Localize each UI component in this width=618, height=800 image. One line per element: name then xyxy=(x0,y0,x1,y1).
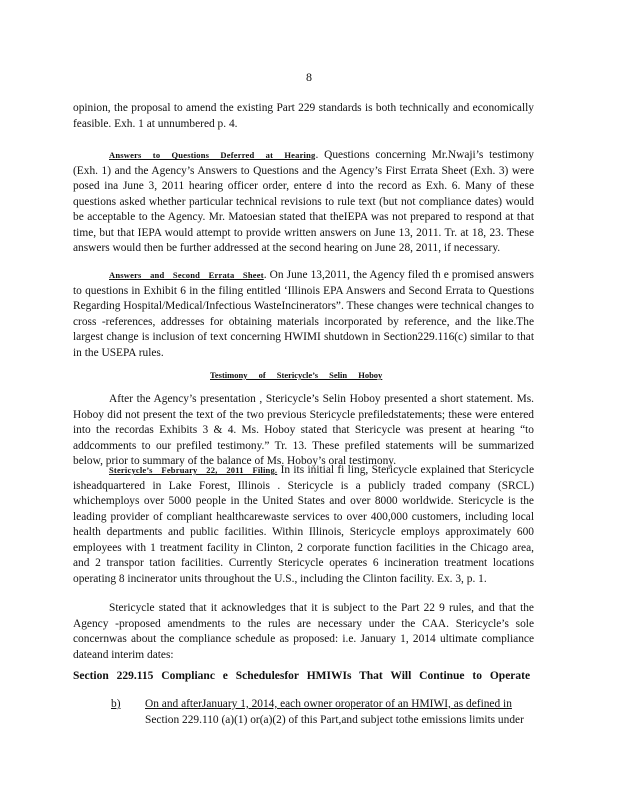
paragraph-second-errata xyxy=(73,268,534,361)
paragraph-text: opinion, the proposal to amend the existing Part 229 standards is both technically and economically feasible. Exh. 1 at unnumbered p. 4. xyxy=(73,102,534,130)
list-item-underlined-text: On and afterJanuary 1, 2014, each owner oroperator of an HMIWI, as defined in xyxy=(145,698,512,710)
paragraph-deferred-answers xyxy=(73,148,534,257)
paragraph-text: In its initial fi ling, Stericycle explained that Stericycle isheadquartered in Lake Forest, Illinois . Stericycle is a publicly traded company (SRCL) whichemploys over 5000 people in the United States and over 8000 worldwide. Stericycle is the leading provider of compliant healthcarewaste services to over 400,000 customers, including local health departments and public facilities. Within Illinois, Stericycle employs approximately 600 employees with 1 treatment facility in Clinton, 2 corporate function facilities in the Chicago area, and 2 transpor tation facilities. Currently Stericycle operates 6 incineration treatment locations operating 8 incinerator units throughout the U.S., including the Clinton facility. Ex. 3, p. 1. xyxy=(73,464,534,585)
list-item-text: Section 229.110 (a)(1) or(a)(2) of this Part,and subject tothe emissions limits under xyxy=(145,713,524,726)
testimony-heading: Testimony of Stericycle’s Selin Hoboy xyxy=(210,370,383,380)
paragraph-hoboy-presentation xyxy=(73,392,534,470)
paragraph-feasibility xyxy=(73,101,534,132)
list-item-marker: b) xyxy=(111,698,121,710)
paragraph-text: After the Agency’s presentation , Stericycle’s Selin Hoboy presented a short statement. Ms. Hoboy did not present the text of the two previous Stericycle prefiledstatements; these were entered into the recordas Exhibits 3 & 4. Ms. Hoboy stated that Stericycle was present at hearing “to addcomments to our prefiled testimony.” Tr. 13. These prefiled statements will be summarized below, prior to summary of the balance of Ms. Hoboy’s oral testimony. xyxy=(73,393,534,467)
paragraph-text: . On June 13,2011, the Agency filed th e promised answers to questions in Exhibit 6 in the filing entitled ‘Illinois EPA Answers and Second Errata to Questions Regarding Hospital/Medical/Infectious WasteIncinerators”. These changes were technical changes to cross -references, addresses for obtaining materials incorporated by reference, and the like.The largest change is inclusion of text concerning HWIMI shutdown in Section229.116(c) similar to that in the USEPA rules. xyxy=(73,269,534,359)
paragraph-compliance-concern xyxy=(73,601,534,663)
paragraph-text: . Questions concerning Mr.Nwaji’s testimony (Exh. 1) and the Agency’s Answers to Questions and the Agency’s First Errata Sheet (Exh. 3) were posed ina June 3, 2011 hearing officer order, entere d into the record as Exh. 6. Many of these questions asked whether particular technical revisions to rule text (but not compliance dates) would be acceptable to the Agency. Mr. Matoesian stated that theIEPA was not prepared to respond at that time, but that IEPA would attempt to provide written answers on June 13, 2011. Tr. at 18, 23. These answers would then be further addressed at the second hearing on June 28, 2011, if necessary. xyxy=(73,149,534,254)
page-number: 8 xyxy=(306,70,312,84)
section-title: Section 229.115 Complianc e Schedulesfor HMIWIs That Will Continue to Operate xyxy=(73,670,531,682)
paragraph-text: Stericycle stated that it acknowledges that it is subject to the Part 22 9 rules, and that the Agency -proposed amendments to the rules are necessary under the CAA. Stericycle’s sole concernwas about the compliance schedule as proposed: i.e. January 1, 2014 ultimate compliance dateand interim dates: xyxy=(73,602,534,661)
paragraph-february-filing xyxy=(73,463,534,587)
paragraph-heading: Stericycle’s February 22, 2011 Filing. xyxy=(109,465,278,475)
list-item-body xyxy=(145,697,531,728)
paragraph-heading: Answers to Questions Deferred at Hearing xyxy=(109,150,316,160)
paragraph-heading: Answers and Second Errata Sheet xyxy=(109,270,264,280)
